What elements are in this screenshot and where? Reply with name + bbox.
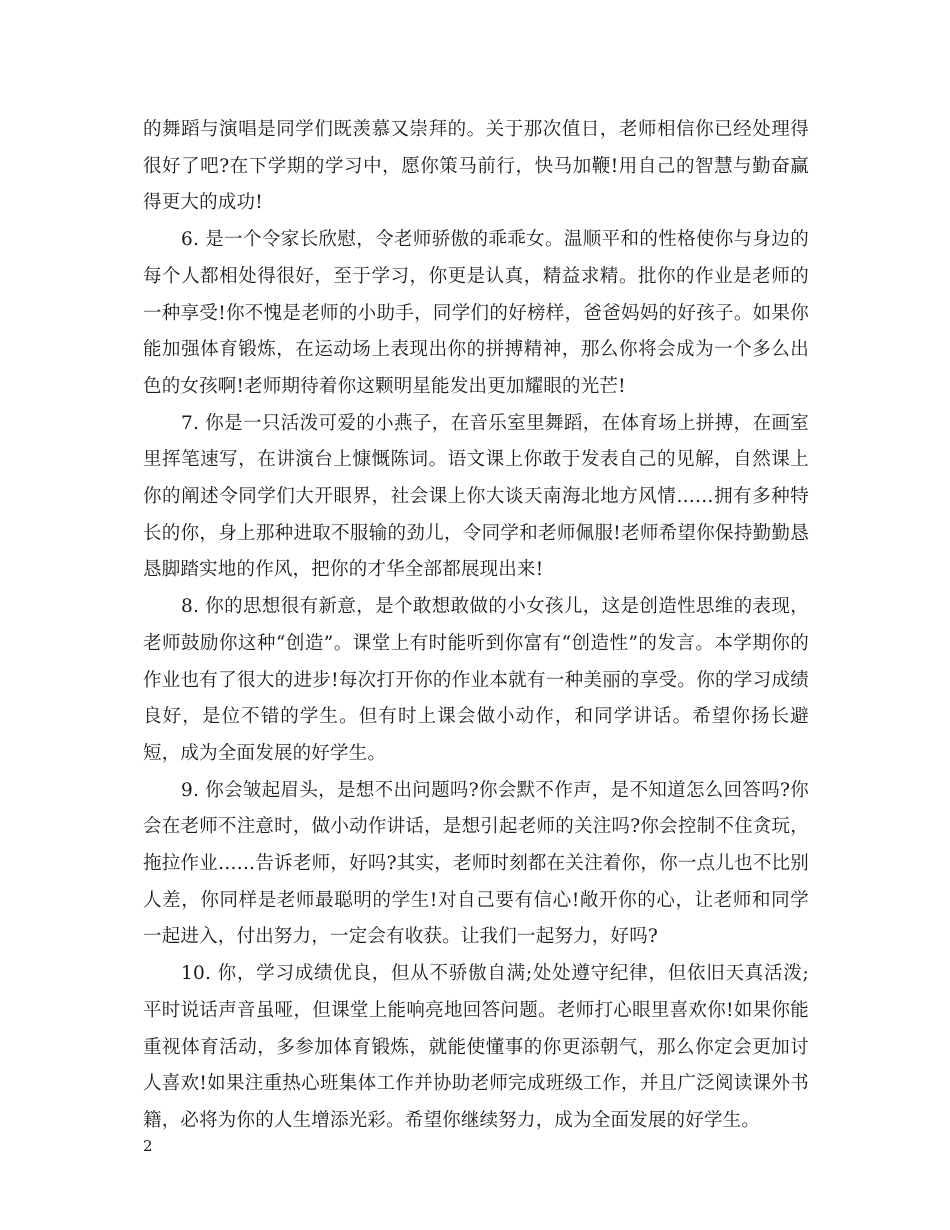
document-body: [143, 112, 809, 1140]
paragraph-continuation: 的舞蹈与演唱是同学们既羡慕又崇拜的。关于那次值日，老师相信你已经处理得很好了吧?在下学期的学习中，愿你策马前行，快马加鞭!用自己的智慧与勤奋赢得更大的成功!: [143, 119, 809, 214]
paragraph-item-9: 9. 你会皱起眉头，是想不出问题吗?你会默不作声，是不知道怎么回答吗?你会在老师不注意时，做小动作讲话，是想引起老师的关注吗?你会控制不住贪玩，拖拉作业……告诉老师，好吗?其实，老师时刻都在关注着你，你一点儿也不比别人差，你同样是老师最聪明的学生!对自己要有信心!敞开你的心，让老师和同学一起进入，付出努力，一定会有收获。让我们一起努力，好吗?: [143, 779, 809, 948]
paragraph-item-7: 7. 你是一只活泼可爱的小燕子，在音乐室里舞蹈，在体育场上拼搏，在画室里挥笔速写，在讲演台上慷慨陈词。语文课上你敢于发表自己的见解，自然课上你的阐述令同学们大开眼界，社会课上你大谈天南海北地方风情……拥有多种特长的你，身上那种进取不服输的劲儿，令同学和老师佩服!老师希望你保持勤勤恳恳脚踏实地的作风，把你的才华全部都展现出来!: [143, 412, 809, 581]
page-number: 2: [143, 1137, 153, 1155]
paragraph-item-8: 8. 你的思想很有新意，是个敢想敢做的小女孩儿，这是创造性思维的表现，老师鼓励你这种“创造”。课堂上有时能听到你富有“创造性”的发言。本学期你的作业也有了很大的进步!每次打开你的作业本就有一种美丽的享受。你的学习成绩良好，是位不错的学生。但有时上课会做小动作，和同学讲话。希望你扬长避短，成为全面发展的好学生。: [143, 596, 809, 764]
paragraph-item-6: 6. 是一个令家长欣慰，令老师骄傲的乖乖女。温顺平和的性格使你与身边的每个人都相处得很好，至于学习，你更是认真，精益求精。批你的作业是老师的一种享受!你不愧是老师的小助手，同学们的好榜样，爸爸妈妈的好孩子。如果你能加强体育锻炼，在运动场上表现出你的拼搏精神，那么你将会成为一个多么出色的女孩啊!老师期待着你这颗明星能发出更加耀眼的光芒!: [143, 229, 809, 397]
paragraph-item-10: 10. 你，学习成绩优良，但从不骄傲自满;处处遵守纪律，但依旧天真活泼;平时说话声音虽哑，但课堂上能响亮地回答问题。老师打心眼里喜欢你!如果你能重视体育活动，多参加体育锻炼，就能使懂事的你更添朝气，那么你定会更加讨人喜欢!如果注重热心班集体工作并协助老师完成班级工作，并且广泛阅读课外书籍，必将为你的人生增添光彩。希望你继续努力，成为全面发展的好学生。: [143, 963, 809, 1131]
